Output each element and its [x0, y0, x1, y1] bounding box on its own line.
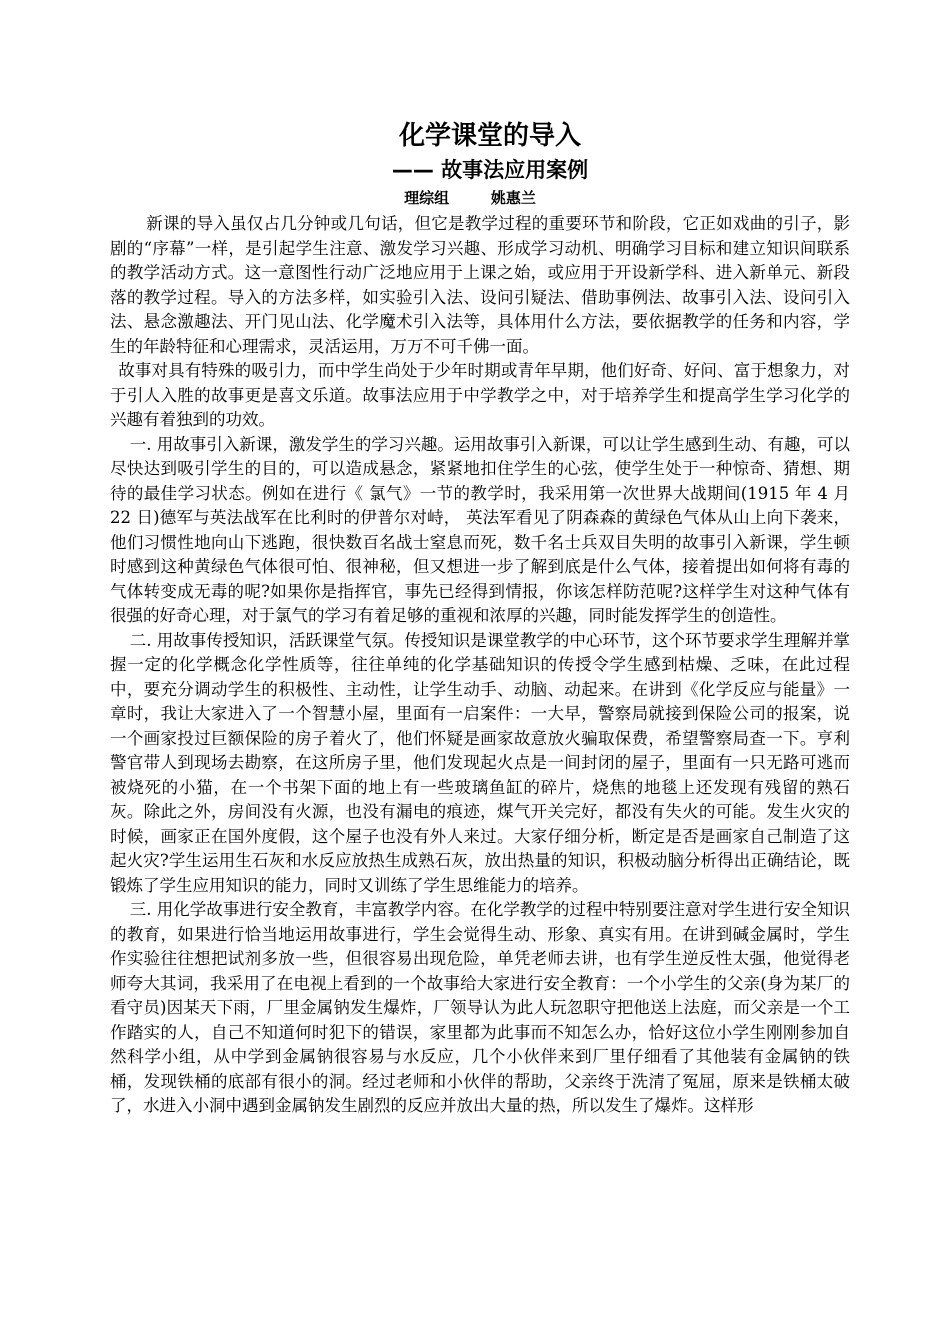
paragraph-section-2: 二. 用故事传授知识，活跃课堂气氛。传授知识是课堂教学的中心环节，这个环节要求学生理解并掌握一定的化学概念化学性质等，往往单纯的化学基础知识的传授令学生感到枯燥、乏味，在此过程中，要充分调动学生的积极性、主动性，让学生动手、动脑、动起来。在讲到《化学反应与能量》一章时，我让大家进入了一个智慧小屋，里面有一启案件：一大早，警察局就接到保险公司的报案，说一个画家投过巨额保险的房子着火了，他们怀疑是画家故意放火骗取保费，希望警察局查一下。亨利警官带人到现场去勘察，在这所房子里，他们发现起火点是一间封闭的屋子，里面有一只无路可逃而被烧死的小猫，在一个书架下面的地上有一些玻璃鱼缸的碎片，烧焦的地毯上还发现有残留的熟石灰。除此之外，房间没有火源，也没有漏电的痕迹，煤气开关完好，都没有失火的可能。发生火灾的时候，画家正在国外度假，这个屋子也没有外人来过。大家仔细分析，断定是否是画家自己制造了这起火灾?学生运用生石灰和水反应放热生成熟石灰，放出热量的知识，积极动脑分析得出正确结论，既锻炼了学生应用知识的能力，同时又训练了学生思维能力的培养。: [110, 630, 850, 895]
paragraph-section-3: 三. 用化学故事进行安全教育，丰富教学内容。在化学教学的过程中特别要注意对学生进行安全知识的教育，如果进行恰当地运用故事进行，学生会觉得生动、形象、真实有用。在讲到碱金属时，学生作实验往往想把试剂多放一些，但很容易出现危险，单凭老师去讲，也有学生逆反性太强，他觉得老师夸大其词，我采用了在电视上看到的一个故事给大家进行安全教育：一个小学生的父亲(身为某厂的看守员)因某天下雨，厂里金属钠发生爆炸，厂领导认为此人玩忽职守把他送上法庭，而父亲是一个工作踏实的人，自己不知道何时犯下的错误，家里都为此事而不知怎么办，恰好这位小学生刚刚参加自然科学小组，从中学到金属钠很容易与水反应，几个小伙伴来到厂里仔细看了其他装有金属钠的铁桶，发现铁桶的底部有很小的洞。经过老师和小伙伴的帮助，父亲终于洗清了冤屈，原来是铁桶太破了，水进入小洞中遇到金属钠发生剧烈的反应并放出大量的热，所以发生了爆炸。这样形: [110, 900, 850, 1115]
paragraph-intro: 新课的导入虽仅占几分钟或几句话，但它是教学过程的重要环节和阶段，它正如戏曲的引子，影剧的“序幕”一样，是引起学生注意、激发学习兴趣、形成学习动机、明确学习目标和建立知识间联系的教学活动方式。这一意图性行动广泛地应用于上课之始，或应用于开设新学科、进入新单元、新段落的教学过程。导入的方法多样，如实验引入法、设问引疑法、借助事例法、故事引入法、设问引入法、悬念激趣法、开门见山法、化学魔术引入法等，具体用什么方法，要依据教学的任务和内容，学生的年龄特征和心理需求，灵活运用，万万不可千佛一面。: [110, 214, 850, 356]
paragraph-story-appeal: 故事对具有特殊的吸引力，而中学生尚处于少年时期或青年早期，他们好奇、好问、富于想象力，对于引人入胜的故事更是喜文乐道。故事法应用于中学教学之中，对于培养学生和提高学生学习化学的兴趣有着独到的功效。: [110, 361, 850, 429]
paragraph-section-1: 一. 用故事引入新课，激发学生的学习兴趣。运用故事引入新课，可以让学生感到生动、有趣，可以尽快达到吸引学生的目的，可以造成悬念，紧紧地扣住学生的心弦，使学生处于一种惊奇、猜想、期待的最佳学习状态。例如在进行《 氯气》一节的教学时，我采用第一次世界大战期间(1915 年 4 月 22 日)德军与英法战军在比利时的伊普尔对峙， 英法军看见了阴森森的黄绿色气体从山上向下袭来，他们习惯性地向山下逃跑，很快数百名战士窒息而死，数千名士兵双目失明的故事引入新课，学生顿时感到这种黄绿色气体很可怕、很神秘，但又想进一步了解到底是什么气体，接着提出如何将有毒的气体转变成无毒的呢?如果你是指挥官，事先已经得到情报，你该怎样防范呢?这样学生对这种气体有很强的好奇心理，对于氯气的学习有着足够的重视和浓厚的兴趣，同时能发挥学生的创造性。: [110, 434, 850, 625]
document-page: [110, 118, 850, 1119]
document-title: 化学课堂的导入: [398, 121, 581, 151]
document-body: [110, 212, 850, 1119]
author-line: 理综组 姚惠兰: [404, 189, 536, 207]
document-subtitle: —— 故事法应用案例: [391, 158, 589, 182]
